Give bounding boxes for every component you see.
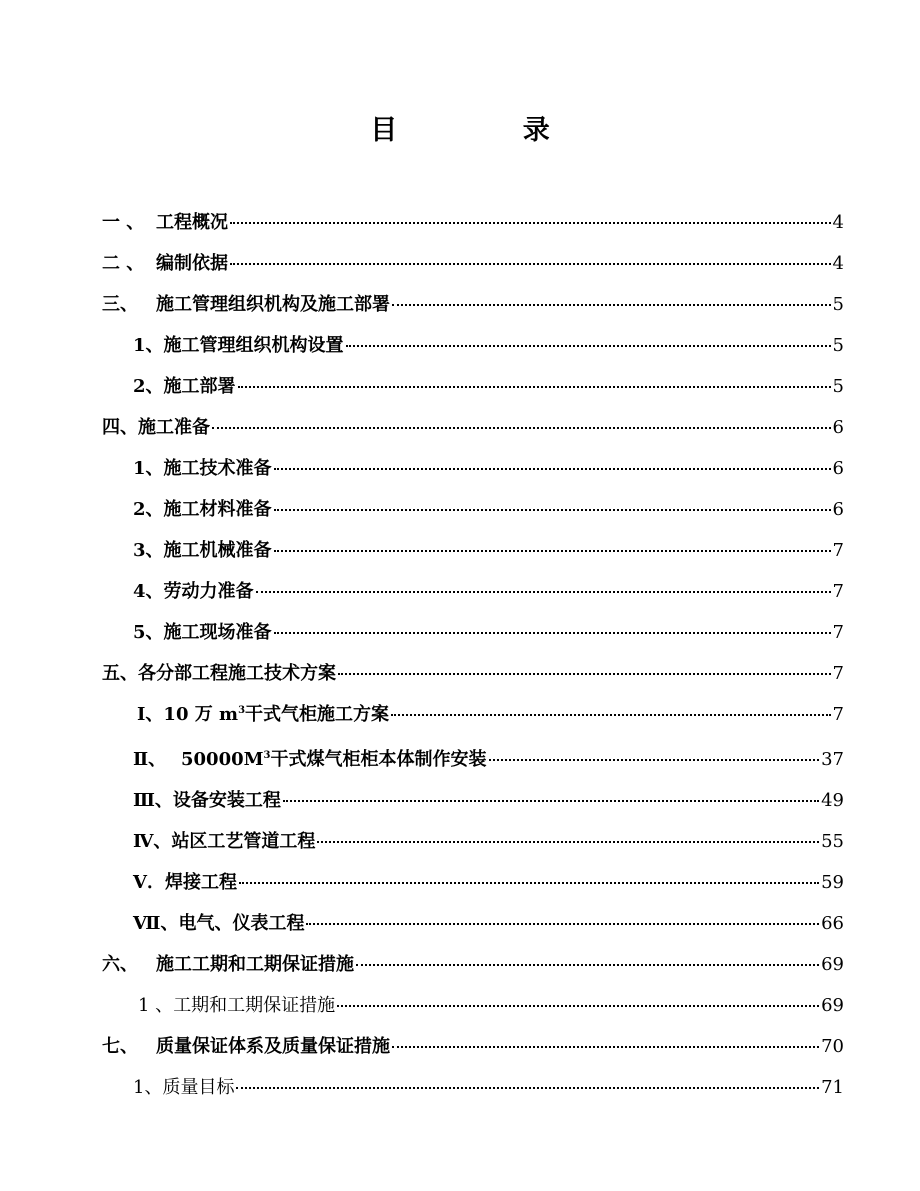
toc-dot-leader [392,304,831,306]
toc-dot-leader [392,1046,819,1048]
toc-entry-text: 各分部工程施工技术方案 [138,663,336,684]
toc-entry-number: 五、 [102,663,138,684]
toc-entry-13[interactable] [137,703,844,727]
toc-entry-text-part: 干式煤气柜柜本体制作安装 [270,749,487,770]
toc-page-number: 7 [832,622,844,643]
toc-entry-number: 1、 [133,458,164,479]
toc-page-number: 5 [832,335,844,356]
toc-page-number: 5 [832,294,844,315]
toc-page-number: 49 [821,790,844,811]
toc-entry-text-part: 干式气柜施工方案 [245,704,390,725]
toc-page-number: 6 [832,499,844,520]
toc-entry-number: Ⅶ、 [133,913,179,934]
toc-entry-11[interactable] [133,621,844,645]
toc-entry-number: 2、 [133,499,164,520]
toc-entry-label [133,334,344,358]
toc-dot-leader [391,714,831,716]
toc-entry-label [102,252,228,276]
toc-entry-2[interactable] [102,252,844,276]
toc-page-number: 7 [832,663,844,684]
toc-entry-number: 一 、 [102,212,145,233]
toc-entry-text: 站区工艺管道工程 [171,831,316,852]
toc-entry-text: 电气、仪表工程 [178,913,305,934]
toc-entry-label [133,580,254,604]
toc-entry-text [181,748,487,772]
toc-entry-6[interactable] [102,416,844,440]
toc-page-number: 6 [832,458,844,479]
toc-dot-leader [274,632,831,634]
toc-dot-leader [317,841,819,843]
toc-page-number: 59 [821,872,844,893]
superscript: 3 [263,750,271,761]
toc-entry-label [133,912,304,936]
toc-entry-8[interactable] [133,498,844,522]
toc-entry-label [133,498,272,522]
toc-dot-leader [346,345,831,347]
toc-entry-text: 施工准备 [138,417,210,438]
toc-dot-leader [356,964,819,966]
toc-dot-leader [256,591,831,593]
toc-entry-label [102,211,228,235]
toc-dot-leader [230,222,831,224]
toc-entry-text: 施工材料准备 [163,499,272,520]
toc-page-number: 7 [832,540,844,561]
toc-dot-leader [274,509,831,511]
toc-entry-number: 二 、 [102,253,145,274]
toc-entry-19[interactable] [102,953,844,977]
page-title: 目 录 [370,115,608,146]
toc-entry-label [102,662,336,686]
toc-page-number: 7 [832,581,844,602]
toc-entry-4[interactable] [133,334,844,358]
toc-entry-text: 质量保证体系及质量保证措施 [156,1036,390,1057]
toc-entry-label [102,1035,390,1059]
toc-dot-leader [238,386,831,388]
toc-entry-text-part: 50000M [181,749,264,770]
toc-page-number: 70 [821,1036,844,1057]
toc-entry-label [133,1076,234,1100]
superscript: 3 [238,705,246,716]
toc-entry-text: 设备安装工程 [172,790,281,811]
toc-page-number: 4 [832,253,844,274]
toc-entry-text: 劳动力准备 [163,581,254,602]
toc-entry-label [133,457,272,481]
toc-entry-label [133,539,272,563]
toc-entry-number: 1、 [133,1077,163,1098]
toc-entry-label [138,994,335,1018]
toc-entry-label [133,789,281,813]
toc-page-number: 69 [821,995,844,1016]
toc-dot-leader [236,1087,819,1089]
toc-dot-leader [337,1005,819,1007]
toc-entry-number: 3、 [133,540,164,561]
toc-entry-3[interactable] [102,293,844,317]
toc-page-number: 55 [821,831,844,852]
toc-entry-number: Ⅴ． [133,872,165,893]
toc-entry-label [102,953,354,977]
toc-entry-number: 四、 [102,417,138,438]
toc-entry-text [163,703,389,727]
toc-dot-leader [489,759,820,761]
toc-entry-label [133,748,487,772]
toc-entry-number: 七、 [102,1036,138,1057]
toc-page-number: 69 [821,954,844,975]
toc-entry-text: 质量目标 [162,1077,235,1098]
toc-entry-7[interactable] [133,457,844,481]
toc-dot-leader [212,427,831,429]
toc-entry-number: Ⅳ、 [133,831,172,852]
toc-dot-leader [230,263,831,265]
toc-entry-18[interactable] [133,912,844,936]
toc-entry-text: 施工现场准备 [163,622,272,643]
toc-entry-15[interactable] [133,789,844,813]
toc-entry-21[interactable] [102,1035,844,1059]
toc-entry-text: 施工机械准备 [163,540,272,561]
toc-dot-leader [283,800,819,802]
toc-dot-leader [239,882,819,884]
toc-entry-text: 施工管理组织机构及施工部署 [156,294,390,315]
toc-entry-16[interactable] [133,830,844,854]
toc-entry-text: 施工部署 [163,376,236,397]
toc-entry-label [102,293,390,317]
toc-dot-leader [274,468,831,470]
toc-entry-text: 焊接工程 [164,872,237,893]
toc-entry-number: 六、 [102,954,138,975]
toc-entry-number: 4、 [133,581,164,602]
toc-page-number: 71 [821,1077,844,1098]
toc-entry-5[interactable] [133,375,844,399]
toc-entry-12[interactable] [102,662,844,686]
toc-page-number: 37 [821,749,844,770]
toc-entry-1[interactable] [102,211,844,235]
toc-entry-label [133,871,237,895]
toc-entry-label [133,375,236,399]
toc-entry-number: Ⅰ、 [137,704,164,725]
toc-entry-text: 编制依据 [156,253,228,274]
toc-entry-text: 工程概况 [156,212,228,233]
toc-entry-label [133,830,315,854]
toc-entry-number: Ⅲ、 [133,790,173,811]
toc-page-number: 4 [832,212,844,233]
toc-entry-text: 工期和工期保证措施 [173,995,336,1016]
toc-entry-17[interactable] [133,871,844,895]
toc-entry-text: 施工技术准备 [163,458,272,479]
toc-entry-text: 施工管理组织机构设置 [163,335,344,356]
toc-entry-text: 施工工期和工期保证措施 [156,954,354,975]
toc-entry-number: 1、 [133,335,164,356]
toc-page-number: 7 [832,704,844,725]
toc-dot-leader [306,923,819,925]
toc-page-number: 6 [832,417,844,438]
toc-entry-14[interactable] [133,748,844,772]
toc-dot-leader [274,550,831,552]
toc-entry-number: 5、 [133,622,164,643]
toc-entry-label [137,703,389,727]
toc-entry-number: 三、 [102,294,138,315]
toc-entry-10[interactable] [133,580,844,604]
toc-entry-number: 2、 [133,376,164,397]
toc-entry-22[interactable] [133,1076,844,1100]
toc-entry-label [133,621,272,645]
toc-entry-label [102,416,210,440]
toc-entry-9[interactable] [133,539,844,563]
toc-dot-leader [338,673,831,675]
toc-entry-20[interactable] [138,994,844,1018]
toc-page-number: 66 [821,913,844,934]
toc-entry-number: Ⅱ、 [133,749,167,770]
toc-entry-number: 1 、 [138,995,174,1016]
toc-page-number: 5 [832,376,844,397]
toc-entry-text-part: 10 万 m [163,704,239,725]
